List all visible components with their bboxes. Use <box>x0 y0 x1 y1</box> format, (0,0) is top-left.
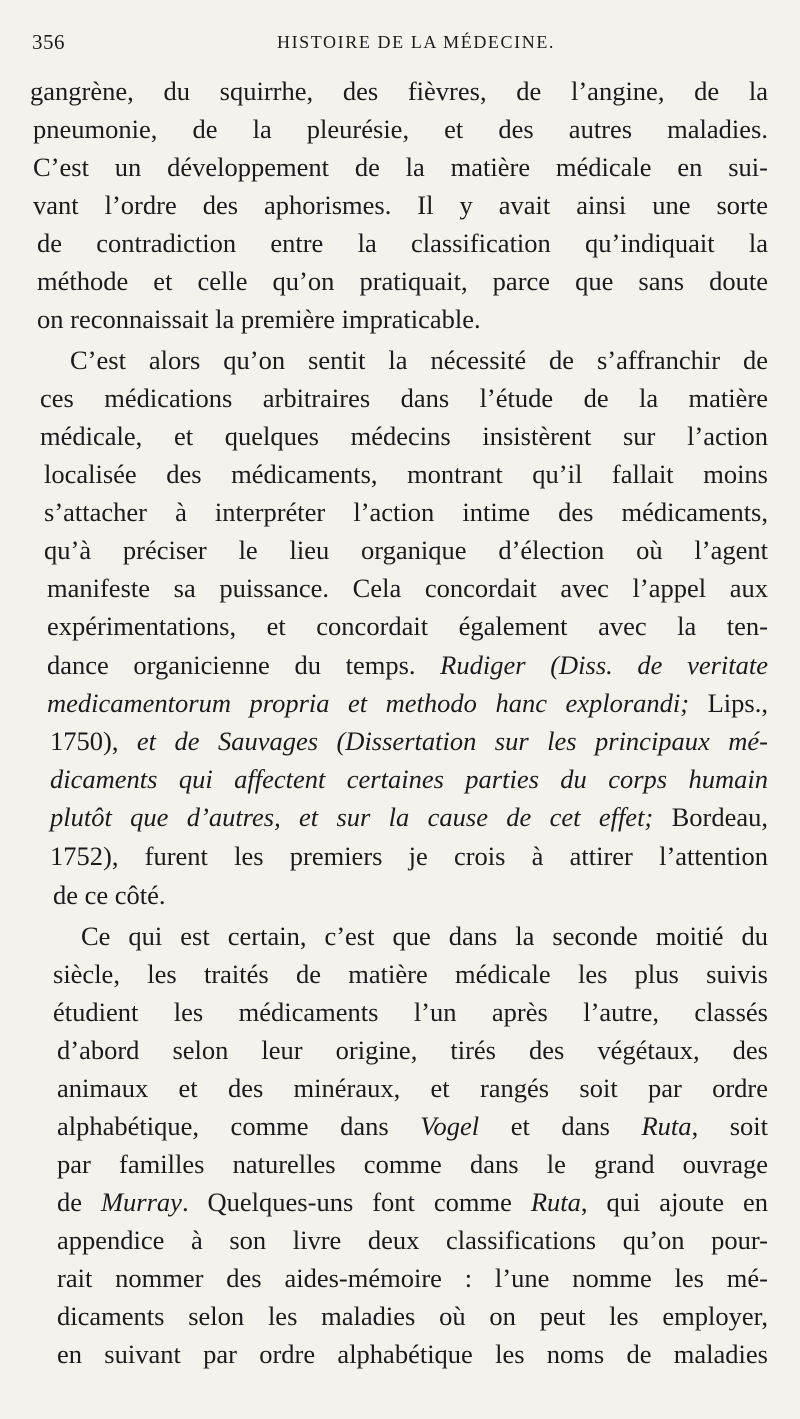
text-line: qu’à préciser le lieu organique d’élection où l’agent <box>44 535 768 565</box>
text-line: 1750), et de Sauvages (Dissertation sur les principaux mé- <box>50 726 768 756</box>
text-line: alphabétique, comme dans Vogel et dans Ruta, soit <box>57 1111 769 1141</box>
text-line: rait nommer des aides-mémoire : l’une nomme les mé- <box>57 1263 768 1293</box>
text-line: C’est un développement de la matière médicale en sui- <box>33 152 768 182</box>
text-line: plutôt que d’autres, et sur la cause de cet effet; Bordeau, <box>50 802 768 832</box>
text-line: animaux et des minéraux, et rangés soit par ordre <box>57 1073 768 1103</box>
text-line: localisée des médicaments, montrant qu’il fallait moins <box>44 459 768 489</box>
text-line: 1752), furent les premiers je crois à attirer l’attention <box>50 841 768 871</box>
page-number: 356 <box>32 30 65 54</box>
text-line: en suivant par ordre alphabétique les noms de maladies <box>57 1339 768 1369</box>
text-line: méthode et celle qu’on pratiquait, parce que sans doute <box>37 266 768 296</box>
text-line: ces médications arbitraires dans l’étude de la matière <box>40 383 768 413</box>
text-line: medicamentorum propria et methodo hanc explorandi; Lips., <box>47 688 768 718</box>
text-line: C’est alors qu’on sentit la nécessité de s’affranchir de <box>70 345 768 375</box>
page-header <box>32 30 770 62</box>
text-line: dicaments qui affectent certaines parties du corps humain <box>50 764 768 794</box>
text-line: d’abord selon leur origine, tirés des végétaux, des <box>57 1035 768 1065</box>
text-line: manifeste sa puissance. Cela concordait avec l’appel aux <box>47 573 768 603</box>
text-line: de contradiction entre la classification qu’indiquait la <box>37 228 768 258</box>
text-line: de Murray. Quelques-uns font comme Ruta, qui ajoute en <box>57 1187 769 1217</box>
text-line: siècle, les traités de matière médicale les plus suivis <box>53 959 768 989</box>
text-line: vant l’ordre des aphorismes. Il y avait ainsi une sorte <box>33 190 768 220</box>
text-line: on reconnaissait la première impraticable. <box>37 304 481 334</box>
text-line: expérimentations, et concordait également avec la ten- <box>47 611 768 641</box>
running-title: HISTOIRE DE LA MÉDECINE. <box>276 32 556 52</box>
text-line: dicaments selon les maladies où on peut les employer, <box>57 1301 768 1331</box>
text-line: s’attacher à interpréter l’action intime des médicaments, <box>44 497 768 527</box>
text-line: pneumonie, de la pleurésie, et des autres maladies. <box>33 114 768 144</box>
text-line: Ce qui est certain, c’est que dans la seconde moitié du <box>81 921 768 951</box>
text-line: gangrène, du squirrhe, des fièvres, de l’angine, de la <box>30 76 768 106</box>
text-line: étudient les médicaments l’un après l’autre, classés <box>53 997 768 1027</box>
text-line: médicale, et quelques médecins insistèrent sur l’action <box>40 421 768 451</box>
text-line: appendice à son livre deux classifications qu’on pour- <box>57 1225 768 1255</box>
text-line: dance organicienne du temps. Rudiger (Diss. de veritate <box>47 650 769 680</box>
text-line: par familles naturelles comme dans le grand ouvrage <box>57 1149 768 1179</box>
text-line: de ce côté. <box>53 880 166 910</box>
